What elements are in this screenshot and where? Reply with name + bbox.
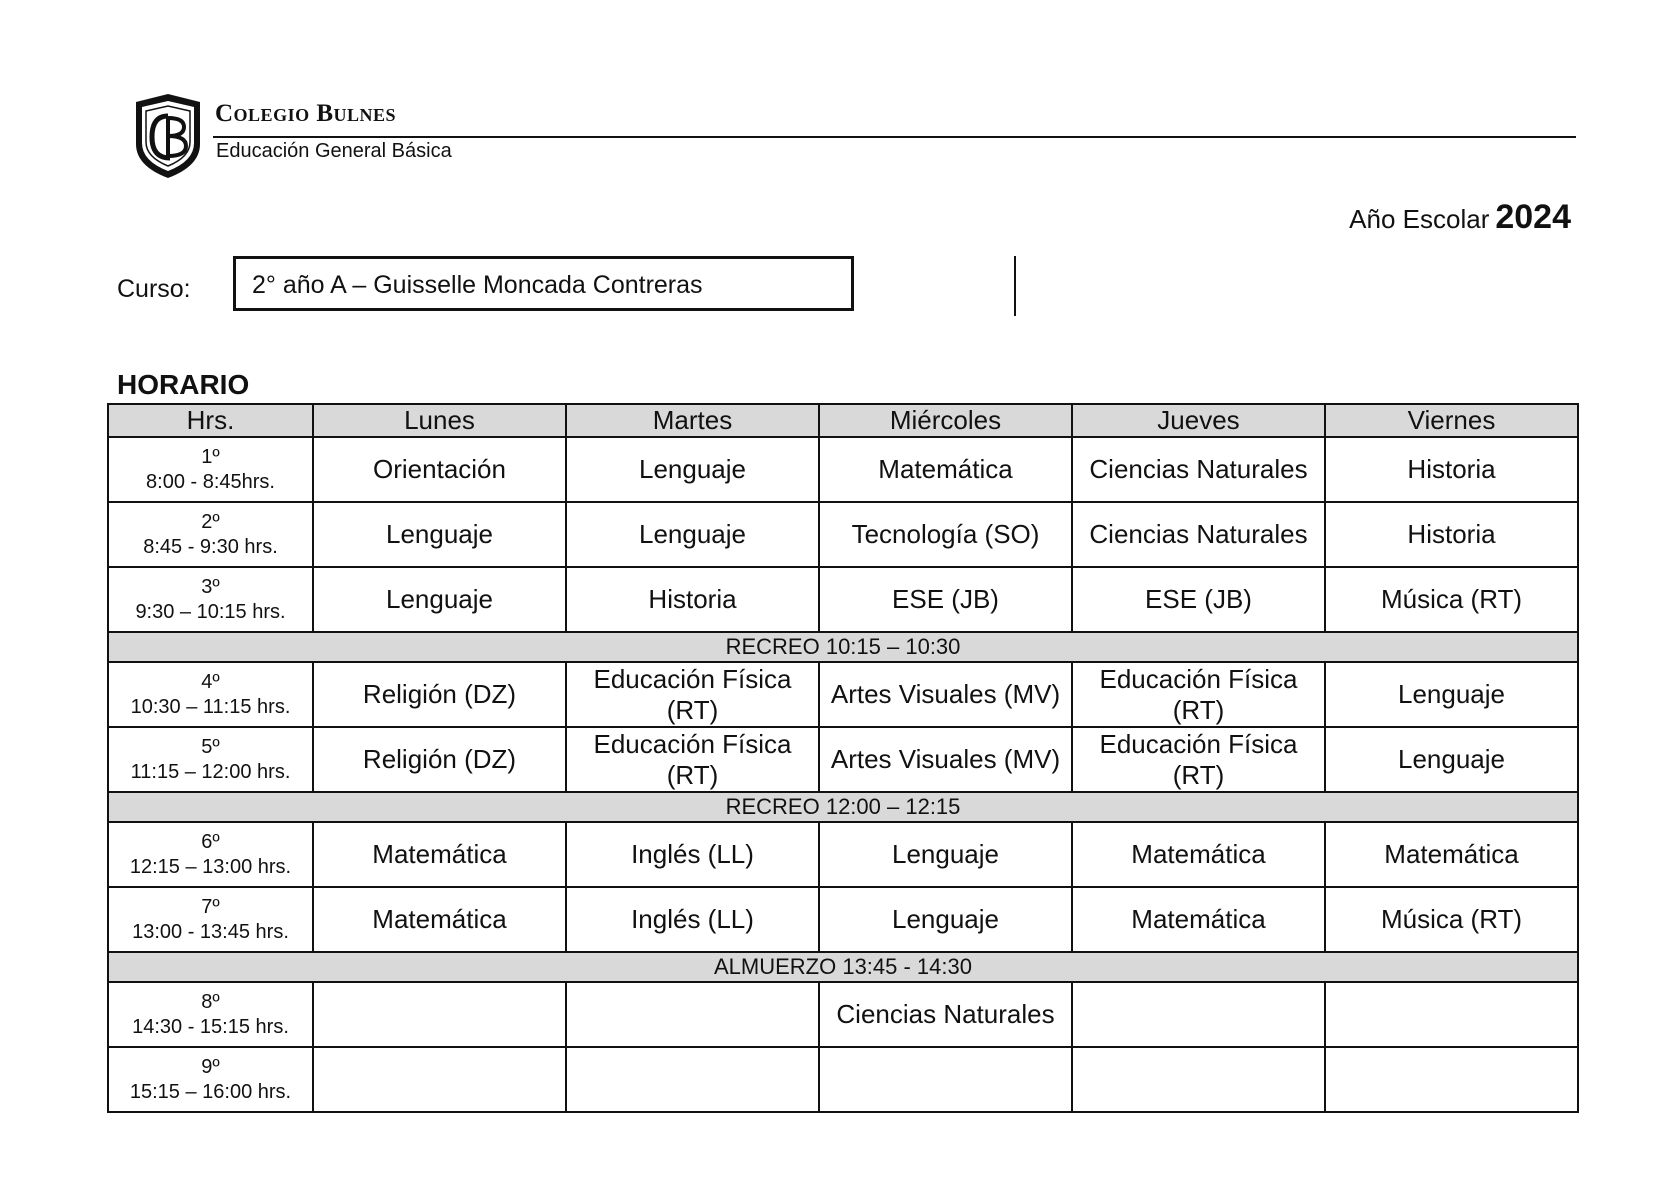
period-row xyxy=(108,502,1578,567)
period-time: 13:00 - 13:45 hrs. xyxy=(132,920,289,943)
column-header-jueves: Jueves xyxy=(1072,404,1325,437)
break-row xyxy=(108,792,1578,822)
period-time: 11:15 – 12:00 hrs. xyxy=(130,760,291,783)
period-time: 8:45 - 9:30 hrs. xyxy=(143,535,278,558)
school-logo xyxy=(132,92,204,180)
period-time-cell xyxy=(108,887,313,952)
subject-cell xyxy=(1325,982,1578,1047)
period-row xyxy=(108,727,1578,792)
column-header-martes: Martes xyxy=(566,404,819,437)
period-time: 15:15 – 16:00 hrs. xyxy=(129,1080,292,1103)
period-time-cell xyxy=(108,822,313,887)
period-number: 1º xyxy=(201,445,220,468)
header-row xyxy=(108,404,1578,437)
period-row xyxy=(108,437,1578,502)
subject-cell: Historia xyxy=(1325,502,1578,567)
subject-cell: Orientación xyxy=(313,437,566,502)
subject-cell: Educación Física (RT) xyxy=(566,727,819,792)
divider-line xyxy=(1014,256,1016,316)
period-row xyxy=(108,662,1578,727)
period-number: 7º xyxy=(201,895,220,918)
period-time: 8:00 - 8:45hrs. xyxy=(146,470,275,493)
subject-cell xyxy=(819,1047,1072,1112)
period-time-cell xyxy=(108,662,313,727)
period-time-cell xyxy=(108,727,313,792)
subject-cell: Artes Visuales (MV) xyxy=(819,727,1072,792)
school-name: Colegio Bulnes xyxy=(215,100,397,127)
period-time-cell xyxy=(108,982,313,1047)
period-row xyxy=(108,887,1578,952)
period-row xyxy=(108,1047,1578,1112)
subject-cell: Religión (DZ) xyxy=(313,727,566,792)
subject-cell: Lenguaje xyxy=(566,437,819,502)
break-label: ALMUERZO 13:45 - 14:30 xyxy=(108,952,1578,982)
period-time-cell xyxy=(108,1047,313,1112)
period-number: 6º xyxy=(201,830,220,853)
subject-cell: Historia xyxy=(566,567,819,632)
subject-cell xyxy=(1072,1047,1325,1112)
subject-cell: Religión (DZ) xyxy=(313,662,566,727)
column-header-hrs: Hrs. xyxy=(108,404,313,437)
period-number: 2º xyxy=(201,510,220,533)
break-label: RECREO 12:00 – 12:15 xyxy=(108,792,1578,822)
subject-cell xyxy=(1072,982,1325,1047)
subject-cell: Educación Física (RT) xyxy=(1072,662,1325,727)
period-time: 12:15 – 13:00 hrs. xyxy=(129,855,292,878)
subject-cell: Lenguaje xyxy=(819,822,1072,887)
subject-cell: Ciencias Naturales xyxy=(819,982,1072,1047)
subject-cell: Tecnología (SO) xyxy=(819,502,1072,567)
period-time: 14:30 - 15:15 hrs. xyxy=(132,1015,289,1038)
subject-cell: Educación Física (RT) xyxy=(1072,727,1325,792)
subject-cell: Matemática xyxy=(1072,887,1325,952)
schedule-body xyxy=(108,437,1578,1112)
period-number: 4º xyxy=(201,670,220,693)
subject-cell: Ciencias Naturales xyxy=(1072,437,1325,502)
column-header-viernes: Viernes xyxy=(1325,404,1578,437)
subject-cell: Inglés (LL) xyxy=(566,887,819,952)
period-time-cell xyxy=(108,567,313,632)
subject-cell: Lenguaje xyxy=(313,567,566,632)
break-row xyxy=(108,632,1578,662)
schedule-title: HORARIO xyxy=(117,369,250,400)
subject-cell xyxy=(313,1047,566,1112)
subject-cell xyxy=(566,982,819,1047)
column-header-miercoles: Miércoles xyxy=(819,404,1072,437)
subject-cell: Lenguaje xyxy=(566,502,819,567)
year-value: 2024 xyxy=(1495,198,1571,236)
subject-cell: Lenguaje xyxy=(1325,727,1578,792)
subject-cell: Ciencias Naturales xyxy=(1072,502,1325,567)
subject-cell xyxy=(313,982,566,1047)
break-row xyxy=(108,952,1578,982)
subject-cell xyxy=(1325,1047,1578,1112)
period-number: 5º xyxy=(201,735,220,758)
period-time: 9:30 – 10:15 hrs. xyxy=(135,600,286,623)
subject-cell: ESE (JB) xyxy=(1072,567,1325,632)
header-rule xyxy=(213,136,1576,138)
course-field: 2° año A – Guisselle Moncada Contreras xyxy=(233,256,854,311)
subject-cell: Matemática xyxy=(1325,822,1578,887)
subject-cell: Inglés (LL) xyxy=(566,822,819,887)
subject-cell: Lenguaje xyxy=(313,502,566,567)
subject-cell: Música (RT) xyxy=(1325,887,1578,952)
period-row xyxy=(108,567,1578,632)
subject-cell: Educación Física (RT) xyxy=(566,662,819,727)
course-label: Curso: xyxy=(117,275,191,303)
break-label: RECREO 10:15 – 10:30 xyxy=(108,632,1578,662)
period-row xyxy=(108,982,1578,1047)
subject-cell: ESE (JB) xyxy=(819,567,1072,632)
subject-cell: Matemática xyxy=(313,822,566,887)
year-label: Año Escolar xyxy=(1349,204,1490,234)
subject-cell xyxy=(566,1047,819,1112)
subject-cell: Matemática xyxy=(1072,822,1325,887)
school-year xyxy=(1349,198,1571,237)
period-row xyxy=(108,822,1578,887)
period-time: 10:30 – 11:15 hrs. xyxy=(130,695,291,718)
schedule-table xyxy=(107,403,1579,1113)
subject-cell: Lenguaje xyxy=(819,887,1072,952)
period-number: 3º xyxy=(201,575,220,598)
subject-cell: Historia xyxy=(1325,437,1578,502)
period-number: 8º xyxy=(201,990,220,1013)
school-subtitle: Educación General Básica xyxy=(216,140,452,162)
column-header-lunes: Lunes xyxy=(313,404,566,437)
subject-cell: Matemática xyxy=(313,887,566,952)
period-time-cell xyxy=(108,437,313,502)
subject-cell: Música (RT) xyxy=(1325,567,1578,632)
subject-cell: Artes Visuales (MV) xyxy=(819,662,1072,727)
period-time-cell xyxy=(108,502,313,567)
subject-cell: Matemática xyxy=(819,437,1072,502)
period-number: 9º xyxy=(201,1055,220,1078)
subject-cell: Lenguaje xyxy=(1325,662,1578,727)
